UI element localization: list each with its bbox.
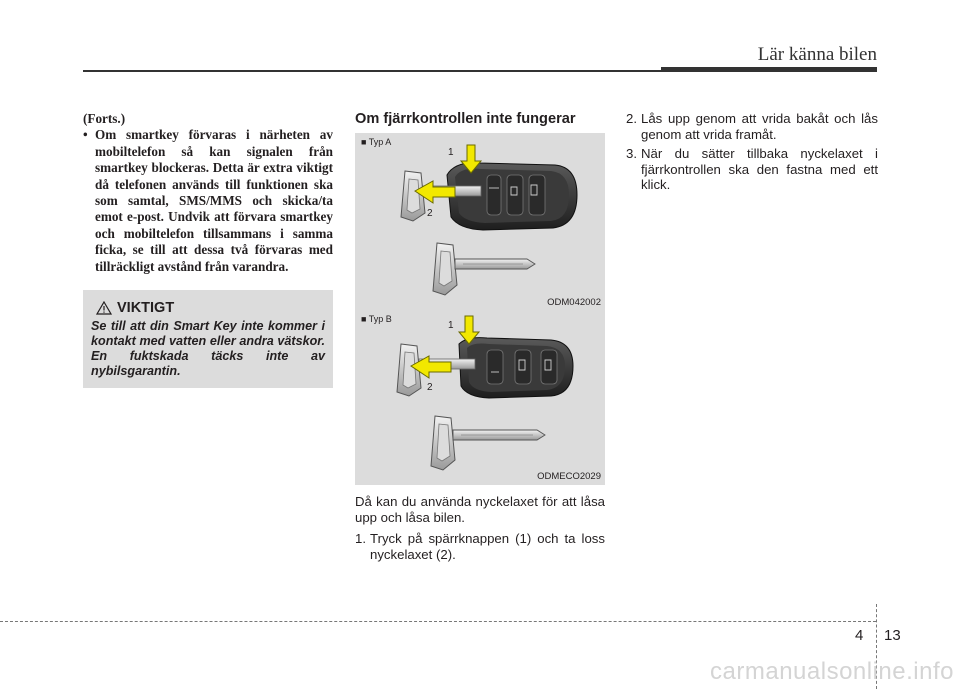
figure-a-code: ODM042002 — [547, 297, 601, 308]
figure-b-label: ■ Typ B — [361, 314, 392, 324]
step-2 — [626, 111, 878, 142]
continued-label: (Forts.) — [83, 111, 126, 126]
figure-key-type-a — [355, 133, 605, 311]
step-1 — [355, 531, 605, 562]
step-1-text: Tryck på spärrknappen (1) och ta loss nyckelaxet (2). — [370, 531, 605, 562]
step-2-text: Lås upp genom att vrida bakåt och lås genom att vrida framåt. — [641, 111, 878, 142]
right-column — [626, 111, 878, 197]
watermark: carmanualsonline.info — [710, 658, 954, 685]
header-rule — [83, 70, 661, 72]
warning-heading — [96, 300, 325, 316]
bullet-dot-icon: • — [83, 127, 88, 143]
step-3-number: 3. — [626, 146, 637, 162]
smartkey-type-b-illustration — [355, 310, 605, 485]
chapter-title: Lär känna bilen — [757, 44, 877, 65]
page-number: 13 — [884, 627, 901, 644]
footer-rule — [0, 621, 876, 622]
callout-2-a: 2 — [427, 208, 433, 219]
callout-1-a: 1 — [448, 147, 454, 158]
bullet-item — [83, 127, 333, 275]
figure-key-type-b — [355, 310, 605, 485]
warning-triangle-icon — [96, 301, 112, 315]
header-rule-accent — [661, 67, 877, 72]
chapter-number: 4 — [855, 627, 864, 644]
step-3 — [626, 146, 878, 193]
smartkey-type-a-illustration — [355, 133, 605, 311]
figure-b-code: ODMECO2029 — [537, 471, 601, 482]
warning-title: VIKTIGT — [117, 300, 175, 316]
warning-box — [83, 290, 333, 388]
bullet-text: Om smartkey förvaras i närheten av mobiltelefon så kan signalen från smartkey blockeras. Detta är extra viktigt då telefonen används till funktionen ska som samtal, SMS/MMS och skicka/ta emot e-post. Undvik att förvara smartkey och mobiltelefon tillsammans i samma ficka, se till att dessa två förvaras med tillräckligt avstånd från varandra. — [95, 127, 333, 274]
warning-body: Se till att din Smart Key inte kommer i kontakt med vatten eller andra vätskor. En fuktskada täcks inte av nybilsgarantin. — [91, 319, 325, 378]
callout-2-b: 2 — [427, 382, 433, 393]
step-3-text: När du sätter tillbaka nyckelaxet i fjärrkontrollen ska den fastna med ett klick. — [641, 146, 878, 193]
callout-1-b: 1 — [448, 320, 454, 331]
step-2-number: 2. — [626, 111, 637, 126]
figure-a-label: ■ Typ A — [361, 137, 392, 147]
section-heading: Om fjärrkontrollen inte fungerar — [355, 111, 576, 127]
left-column — [83, 111, 333, 275]
step-1-number: 1. — [355, 531, 366, 547]
intro-paragraph: Då kan du använda nyckelaxet för att låsa upp och låsa bilen. — [355, 494, 605, 525]
middle-text — [355, 494, 605, 566]
